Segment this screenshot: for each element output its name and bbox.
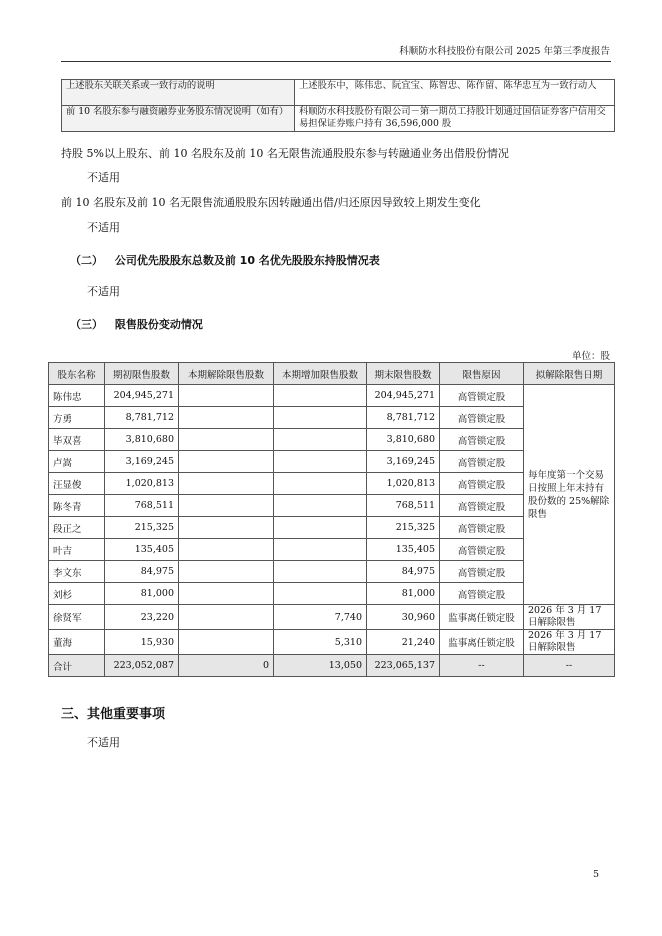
cell-reason: 高管锁定股 <box>440 561 524 583</box>
table-cell-label: 上述股东关联关系或一致行动的说明 <box>62 80 295 106</box>
paragraph-lending: 持股 5%以上股东、前 10 名股东及前 10 名无限售流通股股东参与转融通业务出借股份情况 <box>61 147 509 160</box>
cell-start: 81,000 <box>105 583 179 605</box>
cell-end: 1,020,813 <box>367 473 440 495</box>
cell-total-label: 合计 <box>49 655 105 677</box>
cell-released <box>179 539 274 561</box>
cell-total-end: 223,065,137 <box>367 655 440 677</box>
cell-reason: 监事离任锁定股 <box>440 630 524 655</box>
cell-start: 23,220 <box>105 605 179 630</box>
cell-added <box>274 385 367 407</box>
table-row <box>62 106 615 132</box>
cell-end: 768,511 <box>367 495 440 517</box>
cell-reason: 高管锁定股 <box>440 385 524 407</box>
cell-end: 8,781,712 <box>367 407 440 429</box>
cell-end: 30,960 <box>367 605 440 630</box>
cell-added <box>274 451 367 473</box>
column-header: 股东名称 <box>49 363 105 385</box>
cell-released <box>179 583 274 605</box>
column-header: 期初限售股数 <box>105 363 179 385</box>
column-header: 本期增加限售股数 <box>274 363 367 385</box>
restricted-shares-table <box>48 362 615 677</box>
not-applicable-text: 不适用 <box>87 221 120 234</box>
cell-name: 刘杉 <box>49 583 105 605</box>
table-cell-label: 前 10 名股东参与融资融券业务股东情况说明（如有） <box>62 106 295 132</box>
cell-end: 81,000 <box>367 583 440 605</box>
table-row <box>49 605 615 630</box>
cell-name: 方勇 <box>49 407 105 429</box>
cell-start: 3,810,680 <box>105 429 179 451</box>
cell-added: 7,740 <box>274 605 367 630</box>
cell-added <box>274 583 367 605</box>
cell-name: 毕双喜 <box>49 429 105 451</box>
section-heading-restricted <box>70 316 203 332</box>
paragraph-changes: 前 10 名股东及前 10 名无限售流通股股东因转融通出借/归还原因导致较上期发生变化 <box>61 196 481 209</box>
cell-released <box>179 561 274 583</box>
table-row <box>49 630 615 655</box>
cell-start: 204,945,271 <box>105 385 179 407</box>
cell-end: 135,405 <box>367 539 440 561</box>
cell-start: 84,975 <box>105 561 179 583</box>
cell-released <box>179 407 274 429</box>
column-header: 本期解除限售股数 <box>179 363 274 385</box>
cell-added: 5,310 <box>274 630 367 655</box>
section-number: （三） <box>70 318 103 331</box>
cell-end: 84,975 <box>367 561 440 583</box>
section-heading-other-matters: 三、其他重要事项 <box>61 707 166 722</box>
cell-name: 徐贤军 <box>49 605 105 630</box>
cell-added <box>274 473 367 495</box>
cell-start: 768,511 <box>105 495 179 517</box>
cell-name: 陈伟忠 <box>49 385 105 407</box>
cell-end: 3,810,680 <box>367 429 440 451</box>
cell-reason: 高管锁定股 <box>440 583 524 605</box>
cell-reason: 高管锁定股 <box>440 517 524 539</box>
cell-released <box>179 385 274 407</box>
cell-total-start: 223,052,087 <box>105 655 179 677</box>
table-header-row <box>49 363 615 385</box>
cell-name: 卢嵩 <box>49 451 105 473</box>
cell-reason: 监事离任锁定股 <box>440 605 524 630</box>
cell-released <box>179 630 274 655</box>
cell-added <box>274 539 367 561</box>
cell-name: 董海 <box>49 630 105 655</box>
shareholder-notes-table <box>61 79 615 132</box>
cell-merged-release-date: 每年度第一个交易日按照上年末持有股份数的 25%解除限售 <box>524 385 615 605</box>
not-applicable-text: 不适用 <box>87 285 120 298</box>
cell-start: 3,169,245 <box>105 451 179 473</box>
unit-label: 单位：股 <box>571 351 610 362</box>
table-cell-value: 上述股东中，陈伟忠、阮宜宝、陈智忠、陈作留、陈华忠互为一致行动人 <box>295 80 615 106</box>
cell-name: 陈冬青 <box>49 495 105 517</box>
column-header: 限售原因 <box>440 363 524 385</box>
cell-added <box>274 517 367 539</box>
cell-total-released: 0 <box>179 655 274 677</box>
cell-start: 215,325 <box>105 517 179 539</box>
section-number: （二） <box>70 254 103 267</box>
cell-released <box>179 473 274 495</box>
cell-reason: 高管锁定股 <box>440 495 524 517</box>
cell-release-date: 2026 年 3 月 17 日解除限售 <box>524 605 615 630</box>
cell-end: 215,325 <box>367 517 440 539</box>
cell-reason: 高管锁定股 <box>440 539 524 561</box>
column-header: 拟解除限售日期 <box>524 363 615 385</box>
cell-name: 汪显俊 <box>49 473 105 495</box>
cell-reason: 高管锁定股 <box>440 407 524 429</box>
cell-end: 3,169,245 <box>367 451 440 473</box>
cell-released <box>179 605 274 630</box>
section-heading-preferred <box>70 252 380 268</box>
table-row <box>49 385 615 407</box>
cell-released <box>179 495 274 517</box>
table-total-row <box>49 655 615 677</box>
cell-released <box>179 429 274 451</box>
cell-name: 段正之 <box>49 517 105 539</box>
cell-total-date: -- <box>524 655 615 677</box>
page-header-title: 科顺防水科技股份有限公司 2025 年第三季度报告 <box>399 46 610 57</box>
cell-name: 叶吉 <box>49 539 105 561</box>
cell-added <box>274 429 367 451</box>
section-title: 限售股份变动情况 <box>114 318 203 331</box>
section-title: 公司优先股股东总数及前 10 名优先股股东持股情况表 <box>114 254 380 267</box>
cell-total-reason: -- <box>440 655 524 677</box>
cell-released <box>179 451 274 473</box>
table-row <box>62 80 615 106</box>
cell-start: 8,781,712 <box>105 407 179 429</box>
cell-added <box>274 407 367 429</box>
cell-end: 204,945,271 <box>367 385 440 407</box>
page-number: 5 <box>592 869 599 880</box>
cell-added <box>274 561 367 583</box>
cell-release-date: 2026 年 3 月 17 日解除限售 <box>524 630 615 655</box>
not-applicable-text: 不适用 <box>87 171 120 184</box>
cell-start: 15,930 <box>105 630 179 655</box>
cell-added <box>274 495 367 517</box>
cell-released <box>179 517 274 539</box>
cell-name: 李文东 <box>49 561 105 583</box>
table-cell-value: 科顺防水科技股份有限公司－第一期员工持股计划通过国信证券客户信用交易担保证券账户持有 36,596,000 股 <box>295 106 615 132</box>
cell-start: 135,405 <box>105 539 179 561</box>
cell-start: 1,020,813 <box>105 473 179 495</box>
cell-total-added: 13,050 <box>274 655 367 677</box>
cell-reason: 高管锁定股 <box>440 429 524 451</box>
cell-reason: 高管锁定股 <box>440 451 524 473</box>
not-applicable-text: 不适用 <box>87 736 120 749</box>
column-header: 期末限售股数 <box>367 363 440 385</box>
header-divider <box>61 61 611 62</box>
cell-reason: 高管锁定股 <box>440 473 524 495</box>
cell-end: 21,240 <box>367 630 440 655</box>
